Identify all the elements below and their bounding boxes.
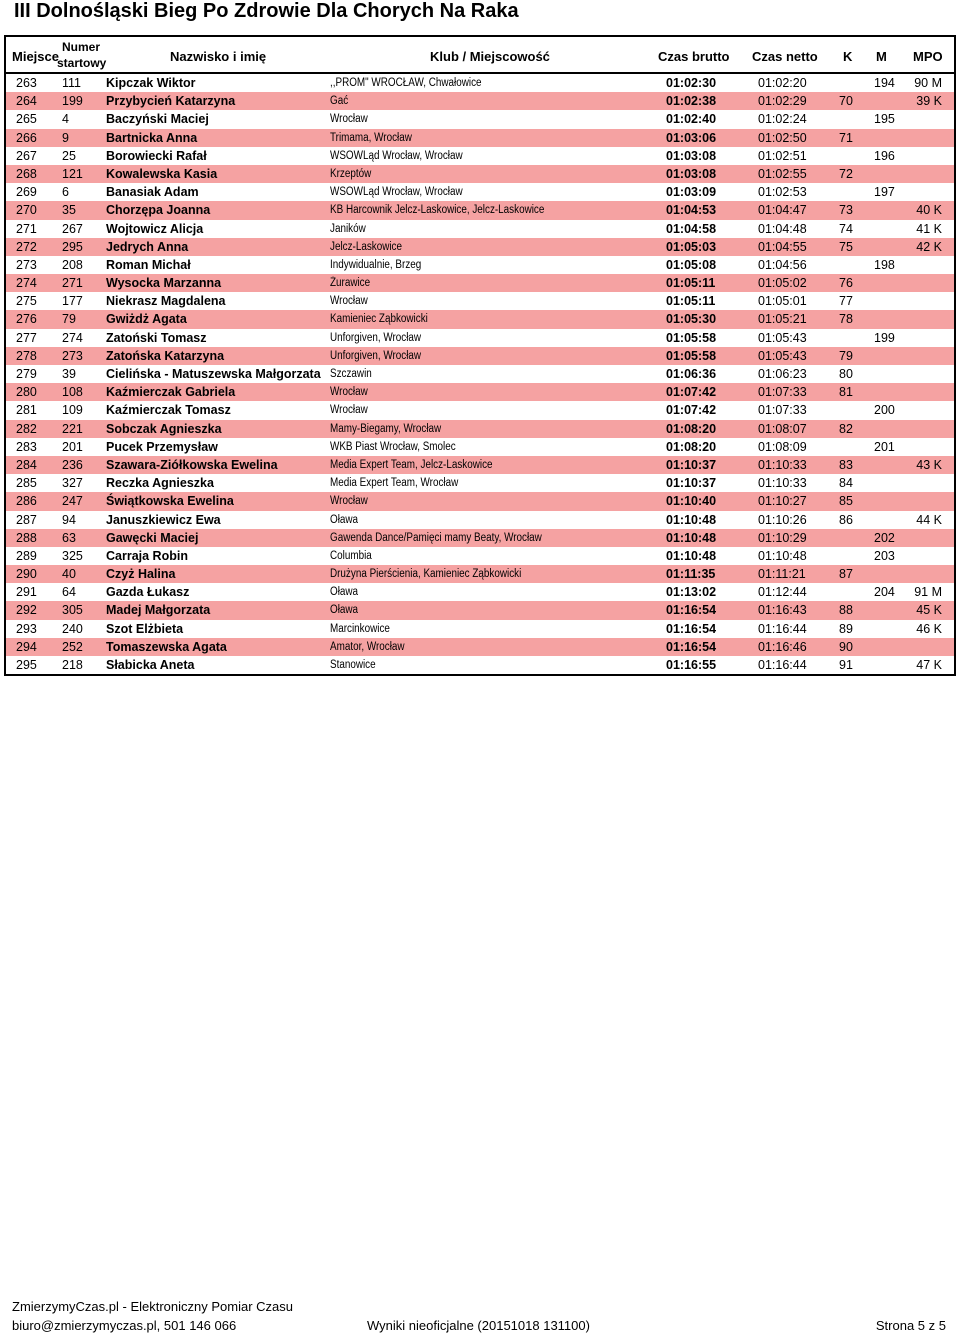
cell-k: 86 bbox=[839, 512, 853, 527]
cell-m: 199 bbox=[874, 330, 895, 345]
cell-numer: 274 bbox=[62, 330, 83, 345]
cell-brutto: 01:05:11 bbox=[666, 276, 716, 291]
table-row bbox=[6, 92, 954, 110]
cell-name: Chorzępa Joanna bbox=[106, 203, 211, 218]
cell-numer: 273 bbox=[62, 348, 83, 363]
cell-k: 89 bbox=[839, 621, 853, 636]
cell-club: Marcinkowice bbox=[330, 622, 390, 635]
cell-name: Januszkiewicz Ewa bbox=[106, 512, 221, 527]
cell-name: Carraja Robin bbox=[106, 548, 188, 563]
cell-club: Indywidualnie, Brzeg bbox=[330, 258, 422, 271]
cell-netto: 01:05:02 bbox=[758, 276, 807, 291]
cell-name: Gwiżdż Agata bbox=[106, 312, 187, 327]
cell-m: 195 bbox=[874, 112, 895, 127]
cell-brutto: 01:16:54 bbox=[666, 639, 717, 654]
cell-k: 70 bbox=[839, 94, 853, 109]
cell-club: Mamy-Biegamy, Wrocław bbox=[330, 422, 442, 435]
table-header bbox=[6, 37, 954, 74]
cell-miejsce: 286 bbox=[16, 494, 37, 509]
cell-brutto: 01:05:30 bbox=[666, 312, 717, 327]
cell-netto: 01:07:33 bbox=[758, 403, 807, 418]
cell-k: 78 bbox=[839, 312, 853, 327]
cell-numer: 40 bbox=[62, 567, 76, 582]
cell-brutto: 01:10:48 bbox=[666, 548, 717, 563]
cell-club: Media Expert Team, Wrocław bbox=[330, 477, 459, 490]
header-nazwisko: Nazwisko i imię bbox=[170, 49, 267, 64]
cell-brutto: 01:05:58 bbox=[666, 330, 717, 345]
cell-k: 84 bbox=[839, 476, 853, 491]
cell-netto: 01:16:43 bbox=[758, 603, 807, 618]
cell-numer: 79 bbox=[62, 312, 76, 327]
cell-netto: 01:07:33 bbox=[758, 385, 807, 400]
cell-k: 88 bbox=[839, 603, 853, 618]
cell-name: Wojtowicz Alicja bbox=[106, 221, 204, 236]
table-row bbox=[6, 365, 954, 383]
table-row bbox=[6, 656, 954, 674]
cell-miejsce: 264 bbox=[16, 94, 37, 109]
cell-netto: 01:05:43 bbox=[758, 348, 807, 363]
cell-name: Borowiecki Rafał bbox=[106, 148, 207, 163]
cell-name: Kowalewska Kasia bbox=[106, 166, 218, 181]
cell-club: Oława bbox=[330, 604, 359, 617]
cell-brutto: 01:10:48 bbox=[666, 530, 717, 545]
cell-name: Zatońska Katarzyna bbox=[106, 348, 225, 363]
table-row bbox=[6, 110, 954, 128]
table-row bbox=[6, 147, 954, 165]
cell-club: Wrocław bbox=[330, 295, 368, 308]
cell-brutto: 01:05:03 bbox=[666, 239, 717, 254]
cell-m: 197 bbox=[874, 185, 895, 200]
cell-miejsce: 269 bbox=[16, 185, 37, 200]
footer-company: ZmierzymyCzas.pl - Elektroniczny Pomiar Czasu bbox=[12, 1299, 294, 1314]
cell-miejsce: 278 bbox=[16, 348, 37, 363]
cell-miejsce: 293 bbox=[16, 621, 37, 636]
header-brutto: Czas brutto bbox=[658, 49, 730, 64]
cell-numer: 25 bbox=[62, 148, 76, 163]
cell-miejsce: 266 bbox=[16, 130, 37, 145]
cell-netto: 01:04:55 bbox=[758, 239, 807, 254]
cell-miejsce: 274 bbox=[16, 276, 37, 291]
cell-club: Media Expert Team, Jelcz-Laskowice bbox=[330, 458, 493, 471]
cell-brutto: 01:02:38 bbox=[666, 94, 717, 109]
cell-numer: 121 bbox=[62, 166, 83, 181]
cell-numer: 271 bbox=[62, 276, 83, 291]
cell-brutto: 01:08:20 bbox=[666, 421, 717, 436]
table-row bbox=[6, 129, 954, 147]
cell-netto: 01:10:48 bbox=[758, 548, 807, 563]
cell-name: Cielińska - Matuszewska Małgorzata bbox=[106, 367, 321, 381]
table-row bbox=[6, 638, 954, 656]
cell-name: Baczyński Maciej bbox=[106, 112, 209, 127]
cell-brutto: 01:07:42 bbox=[666, 385, 717, 400]
cell-brutto: 01:16:54 bbox=[666, 621, 717, 636]
cell-miejsce: 270 bbox=[16, 203, 37, 218]
cell-club: Wrocław bbox=[330, 495, 368, 508]
cell-club: Stanowice bbox=[330, 659, 376, 671]
cell-numer: 177 bbox=[62, 294, 83, 309]
cell-netto: 01:05:43 bbox=[758, 330, 807, 345]
cell-miejsce: 277 bbox=[16, 330, 37, 345]
cell-numer: 218 bbox=[62, 658, 83, 672]
cell-miejsce: 282 bbox=[16, 421, 37, 436]
cell-brutto: 01:07:42 bbox=[666, 403, 717, 418]
cell-mpo: 91 M bbox=[914, 585, 942, 600]
cell-club: WKB Piast Wrocław, Smolec bbox=[330, 440, 456, 453]
cell-name: Świątkowska Ewelina bbox=[106, 494, 234, 509]
cell-netto: 01:11:21 bbox=[758, 567, 806, 582]
cell-brutto: 01:04:53 bbox=[666, 203, 717, 218]
cell-club: Wrocław bbox=[330, 113, 368, 126]
cell-numer: 305 bbox=[62, 603, 83, 618]
cell-k: 72 bbox=[839, 166, 853, 181]
table-row bbox=[6, 74, 954, 92]
cell-m: 198 bbox=[874, 257, 895, 272]
cell-brutto: 01:10:48 bbox=[666, 512, 717, 527]
cell-numer: 236 bbox=[62, 457, 83, 472]
cell-k: 79 bbox=[839, 348, 853, 363]
cell-mpo: 43 K bbox=[916, 457, 942, 472]
cell-netto: 01:06:23 bbox=[758, 367, 807, 381]
table-row bbox=[6, 565, 954, 583]
cell-numer: 240 bbox=[62, 621, 83, 636]
table-row bbox=[6, 201, 954, 219]
cell-name: Słabicka Aneta bbox=[106, 658, 195, 672]
cell-club: WSOWLąd Wrocław, Wrocław bbox=[330, 186, 463, 199]
table-row bbox=[6, 620, 954, 638]
cell-numer: 6 bbox=[62, 185, 69, 200]
cell-club: Wrocław bbox=[330, 386, 368, 399]
cell-club: KB Harcownik Jelcz-Laskowice, Jelcz-Laskowice bbox=[330, 204, 545, 217]
cell-k: 85 bbox=[839, 494, 853, 509]
cell-miejsce: 279 bbox=[16, 367, 37, 381]
cell-mpo: 42 K bbox=[916, 239, 942, 254]
cell-netto: 01:02:24 bbox=[758, 112, 807, 127]
cell-m: 194 bbox=[874, 76, 895, 90]
cell-club: Unforgiven, Wrocław bbox=[330, 331, 422, 344]
cell-brutto: 01:05:11 bbox=[666, 294, 716, 309]
cell-k: 91 bbox=[839, 658, 853, 672]
cell-name: Kaźmierczak Gabriela bbox=[106, 385, 236, 400]
cell-miejsce: 291 bbox=[16, 585, 37, 600]
cell-name: Kaźmierczak Tomasz bbox=[106, 403, 231, 418]
cell-name: Madej Małgorzata bbox=[106, 603, 211, 618]
cell-name: Gazda Łukasz bbox=[106, 585, 190, 600]
cell-netto: 01:02:29 bbox=[758, 94, 807, 109]
cell-club: Drużyna Pierścienia, Kamieniec Ząbkowicki bbox=[330, 568, 522, 581]
table-body bbox=[6, 74, 954, 674]
cell-brutto: 01:11:35 bbox=[666, 567, 716, 582]
cell-club: Żurawice bbox=[330, 277, 371, 290]
header-k: K bbox=[843, 49, 853, 64]
cell-name: Niekrasz Magdalena bbox=[106, 294, 226, 309]
footer-contact: biuro@zmierzymyczas.pl, 501 146 066 bbox=[12, 1318, 237, 1333]
header-numer-line1: Numer bbox=[62, 40, 101, 54]
cell-miejsce: 280 bbox=[16, 385, 37, 400]
results-table bbox=[4, 35, 956, 676]
cell-netto: 01:02:50 bbox=[758, 130, 807, 145]
cell-name: Roman Michał bbox=[106, 257, 191, 272]
cell-miejsce: 285 bbox=[16, 476, 37, 491]
cell-numer: 208 bbox=[62, 257, 83, 272]
cell-netto: 01:02:51 bbox=[758, 148, 807, 163]
cell-name: Banasiak Adam bbox=[106, 185, 199, 200]
cell-m: 196 bbox=[874, 148, 895, 163]
cell-netto: 01:02:53 bbox=[758, 185, 807, 200]
cell-name: Jedrych Anna bbox=[106, 239, 189, 254]
cell-name: Pucek Przemysław bbox=[106, 439, 218, 454]
cell-club: Columbia bbox=[330, 549, 372, 562]
cell-m: 200 bbox=[874, 403, 895, 418]
cell-netto: 01:04:47 bbox=[758, 203, 807, 218]
cell-miejsce: 273 bbox=[16, 257, 37, 272]
cell-name: Bartnicka Anna bbox=[106, 130, 198, 145]
cell-netto: 01:04:48 bbox=[758, 221, 807, 236]
cell-miejsce: 292 bbox=[16, 603, 37, 618]
cell-miejsce: 275 bbox=[16, 294, 37, 309]
table-row bbox=[6, 165, 954, 183]
cell-numer: 109 bbox=[62, 403, 83, 418]
cell-brutto: 01:13:02 bbox=[666, 585, 717, 600]
cell-name: Gawęcki Maciej bbox=[106, 530, 199, 545]
cell-numer: 221 bbox=[62, 421, 83, 436]
cell-mpo: 90 M bbox=[914, 76, 942, 90]
cell-club: Trimama, Wrocław bbox=[330, 131, 412, 144]
table-row bbox=[6, 220, 954, 238]
cell-k: 90 bbox=[839, 639, 853, 654]
cell-netto: 01:16:44 bbox=[758, 621, 807, 636]
cell-netto: 01:10:33 bbox=[758, 476, 807, 491]
table-row bbox=[6, 292, 954, 310]
cell-numer: 327 bbox=[62, 476, 83, 491]
cell-name: Szawara-Ziółkowska Ewelina bbox=[106, 457, 278, 472]
cell-mpo: 47 K bbox=[916, 658, 942, 672]
cell-numer: 247 bbox=[62, 494, 83, 509]
cell-miejsce: 268 bbox=[16, 166, 37, 181]
cell-numer: 252 bbox=[62, 639, 83, 654]
cell-club: Oława bbox=[330, 513, 359, 526]
cell-netto: 01:02:55 bbox=[758, 166, 807, 181]
cell-club: Oława bbox=[330, 586, 359, 599]
cell-name: Kipczak Wiktor bbox=[106, 76, 196, 90]
cell-miejsce: 271 bbox=[16, 221, 37, 236]
cell-numer: 39 bbox=[62, 367, 76, 381]
cell-brutto: 01:03:06 bbox=[666, 130, 717, 145]
footer-status: Wyniki nieoficjalne (20151018 131100) bbox=[367, 1318, 590, 1333]
cell-numer: 295 bbox=[62, 239, 83, 254]
cell-club: Janików bbox=[330, 222, 366, 235]
cell-netto: 01:05:01 bbox=[758, 294, 807, 309]
cell-brutto: 01:02:30 bbox=[666, 76, 717, 90]
cell-netto: 01:10:26 bbox=[758, 512, 807, 527]
header-netto: Czas netto bbox=[752, 49, 818, 64]
cell-numer: 108 bbox=[62, 385, 83, 400]
cell-k: 75 bbox=[839, 239, 853, 254]
table-row bbox=[6, 583, 954, 601]
table-row bbox=[6, 420, 954, 438]
cell-k: 74 bbox=[839, 221, 853, 236]
cell-name: Czyż Halina bbox=[106, 567, 176, 582]
cell-miejsce: 288 bbox=[16, 530, 37, 545]
cell-name: Reczka Agnieszka bbox=[106, 476, 214, 491]
cell-club: ,,PROM" WROCŁAW, Chwałowice bbox=[330, 77, 482, 89]
cell-club: Szczawin bbox=[330, 368, 372, 380]
cell-name: Zatoński Tomasz bbox=[106, 330, 207, 345]
cell-brutto: 01:10:40 bbox=[666, 494, 717, 509]
table-row bbox=[6, 383, 954, 401]
table-row bbox=[6, 547, 954, 565]
cell-netto: 01:10:33 bbox=[758, 457, 807, 472]
cell-numer: 267 bbox=[62, 221, 83, 236]
cell-brutto: 01:02:40 bbox=[666, 112, 717, 127]
table-row bbox=[6, 401, 954, 419]
cell-m: 203 bbox=[874, 548, 895, 563]
cell-name: Wysocka Marzanna bbox=[106, 276, 222, 291]
cell-name: Tomaszewska Agata bbox=[106, 639, 227, 654]
cell-m: 201 bbox=[874, 439, 895, 454]
cell-netto: 01:12:44 bbox=[758, 585, 807, 600]
cell-netto: 01:10:27 bbox=[758, 494, 807, 509]
cell-club: Gawenda Dance/Pamięci mamy Beaty, Wrocław bbox=[330, 531, 542, 544]
cell-club: Krzeptów bbox=[330, 167, 372, 180]
cell-name: Szot Elżbieta bbox=[106, 621, 184, 636]
cell-numer: 4 bbox=[62, 112, 69, 127]
table-row bbox=[6, 238, 954, 256]
footer-page: Strona 5 z 5 bbox=[875, 1318, 946, 1333]
table-row bbox=[6, 438, 954, 456]
cell-miejsce: 287 bbox=[16, 512, 37, 527]
cell-brutto: 01:04:58 bbox=[666, 221, 717, 236]
cell-club: Jelcz-Laskowice bbox=[330, 240, 403, 253]
cell-club: Kamieniec Ząbkowicki bbox=[330, 313, 428, 326]
header-mpo: MPO bbox=[913, 49, 943, 64]
cell-miejsce: 283 bbox=[16, 439, 37, 454]
cell-k: 73 bbox=[839, 203, 853, 218]
table-row bbox=[6, 183, 954, 201]
cell-k: 71 bbox=[839, 130, 853, 145]
cell-netto: 01:05:21 bbox=[758, 312, 807, 327]
page-title: III Dolnośląski Bieg Po Zdrowie Dla Chorych Na Raka bbox=[14, 0, 519, 22]
table-row bbox=[6, 474, 954, 492]
cell-k: 80 bbox=[839, 367, 853, 381]
cell-mpo: 41 K bbox=[916, 221, 942, 236]
cell-mpo: 46 K bbox=[916, 621, 942, 636]
cell-netto: 01:04:56 bbox=[758, 257, 807, 272]
cell-k: 83 bbox=[839, 457, 853, 472]
cell-miejsce: 281 bbox=[16, 403, 37, 418]
cell-mpo: 44 K bbox=[916, 512, 942, 527]
cell-netto: 01:16:44 bbox=[758, 658, 807, 672]
cell-netto: 01:08:07 bbox=[758, 421, 807, 436]
cell-k: 82 bbox=[839, 421, 853, 436]
cell-brutto: 01:10:37 bbox=[666, 457, 717, 472]
cell-brutto: 01:03:08 bbox=[666, 166, 717, 181]
cell-club: Amator, Wrocław bbox=[330, 640, 405, 653]
header-m: M bbox=[876, 49, 887, 64]
cell-brutto: 01:05:58 bbox=[666, 348, 717, 363]
cell-netto: 01:02:20 bbox=[758, 76, 807, 90]
cell-numer: 325 bbox=[62, 548, 83, 563]
cell-numer: 94 bbox=[62, 512, 76, 527]
cell-numer: 63 bbox=[62, 530, 76, 545]
header-numer-line2: startowy bbox=[57, 56, 107, 70]
cell-brutto: 01:08:20 bbox=[666, 439, 717, 454]
cell-numer: 64 bbox=[62, 585, 76, 600]
cell-m: 204 bbox=[874, 585, 895, 600]
cell-miejsce: 290 bbox=[16, 567, 37, 582]
cell-numer: 201 bbox=[62, 439, 83, 454]
header-klub: Klub / Miejscowość bbox=[430, 49, 550, 64]
cell-club: Unforgiven, Wrocław bbox=[330, 349, 422, 362]
cell-brutto: 01:03:08 bbox=[666, 148, 717, 163]
cell-miejsce: 294 bbox=[16, 639, 37, 654]
cell-brutto: 01:10:37 bbox=[666, 476, 717, 491]
table-row bbox=[6, 256, 954, 274]
table-row bbox=[6, 329, 954, 347]
cell-miejsce: 265 bbox=[16, 112, 37, 127]
cell-netto: 01:16:46 bbox=[758, 639, 807, 654]
cell-club: Wrocław bbox=[330, 404, 368, 417]
cell-numer: 199 bbox=[62, 94, 83, 109]
cell-club: Gać bbox=[330, 95, 349, 108]
cell-k: 87 bbox=[839, 567, 853, 582]
cell-miejsce: 267 bbox=[16, 148, 37, 163]
cell-brutto: 01:16:55 bbox=[666, 658, 717, 672]
table-row bbox=[6, 511, 954, 529]
cell-brutto: 01:03:09 bbox=[666, 185, 717, 200]
cell-netto: 01:08:09 bbox=[758, 439, 807, 454]
table-row bbox=[6, 456, 954, 474]
cell-brutto: 01:06:36 bbox=[666, 367, 717, 381]
cell-miejsce: 263 bbox=[16, 76, 37, 90]
cell-miejsce: 284 bbox=[16, 457, 37, 472]
table-row bbox=[6, 601, 954, 619]
cell-name: Przybycień Katarzyna bbox=[106, 94, 236, 109]
cell-name: Sobczak Agnieszka bbox=[106, 421, 222, 436]
cell-netto: 01:10:29 bbox=[758, 530, 807, 545]
cell-miejsce: 289 bbox=[16, 548, 37, 563]
cell-k: 81 bbox=[839, 385, 853, 400]
cell-club: WSOWLąd Wrocław, Wrocław bbox=[330, 149, 463, 162]
cell-numer: 111 bbox=[62, 76, 82, 90]
cell-numer: 35 bbox=[62, 203, 76, 218]
cell-k: 77 bbox=[839, 294, 853, 309]
cell-k: 76 bbox=[839, 276, 853, 291]
cell-mpo: 40 K bbox=[916, 203, 942, 218]
cell-mpo: 45 K bbox=[916, 603, 942, 618]
cell-miejsce: 276 bbox=[16, 312, 37, 327]
cell-numer: 9 bbox=[62, 130, 69, 145]
cell-mpo: 39 K bbox=[916, 94, 942, 109]
header-miejsce: Miejsce bbox=[12, 49, 59, 64]
cell-miejsce: 272 bbox=[16, 239, 37, 254]
cell-m: 202 bbox=[874, 530, 895, 545]
cell-brutto: 01:16:54 bbox=[666, 603, 717, 618]
table-row bbox=[6, 529, 954, 547]
table-row bbox=[6, 310, 954, 328]
cell-brutto: 01:05:08 bbox=[666, 257, 717, 272]
table-row bbox=[6, 492, 954, 510]
table-row bbox=[6, 347, 954, 365]
cell-miejsce: 295 bbox=[16, 658, 37, 672]
table-row bbox=[6, 274, 954, 292]
